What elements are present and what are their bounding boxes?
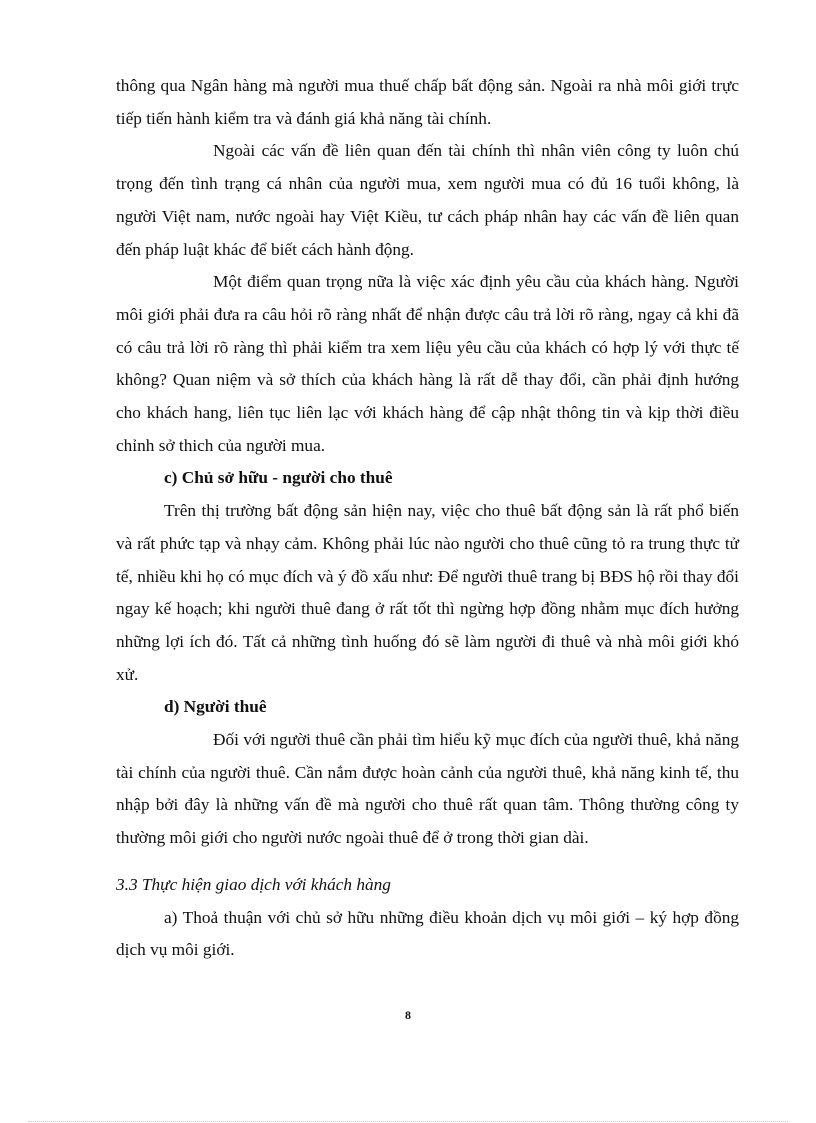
heading-tenant: d) Người thuê <box>164 697 267 717</box>
page-bottom-divider <box>28 1121 788 1122</box>
section-title-transaction: 3.3 Thực hiện giao dịch với khách hàng <box>116 874 391 894</box>
paragraph-financing: thông qua Ngân hàng mà người mua thuế chấp bất động sản. Ngoài ra nhà môi giới trực tiếp tiến hành kiểm tra và đánh giá khả năng tài chính. <box>116 76 739 128</box>
paragraph-leasing-market: Trên thị trường bất động sản hiện nay, việc cho thuê bất động sản là rất phổ biến và rất phức tạp và nhạy cảm. Không phải lúc nào người cho thuê cũng tỏ ra trung thực tử tế, nhiều khi họ có mục đích và ý đồ xấu như: Để người thuê trang bị BĐS hộ rồi thay đổi ngay kế hoạch; khi người thuê đang ở rất tốt thì ngừng hợp đồng nhằm mục đích hưởng những lợi ích đó. Tất cả những tình huống đó sẽ làm người đi thuê và nhà môi giới khó xử. <box>116 501 739 684</box>
document-page <box>116 70 739 967</box>
paragraph-personal-status: Ngoài các vấn đề liên quan đến tài chính thì nhân viên công ty luôn chú trọng đến tình trạng cá nhân của người mua, xem người mua có đủ 16 tuổi không, là người Việt nam, nước ngoài hay Việt Kiều, tư cách pháp nhân hay các vấn đề liên quan đến pháp luật khác để biết cách hành động. <box>116 141 739 259</box>
paragraph-agreement: a) Thoả thuận với chủ sở hữu những điều khoản dịch vụ môi giới – ký hợp đồng dịch vụ môi giới. <box>116 907 739 960</box>
heading-owner-lessor: c) Chủ sở hữu - người cho thuê <box>164 468 393 488</box>
paragraph-customer-requirements: Một điểm quan trọng nữa là việc xác định yêu cầu của khách hàng. Người môi giới phải đưa ra câu hỏi rõ ràng nhất để nhận được câu trả lời rõ ràng, ngay cả khi đã có câu trả lời rõ ràng thì phải kiểm tra xem liệu yêu cầu của khách có hợp lý với thực tế không? Quan niệm và sở thích của khách hàng là rất dễ thay đổi, cần phải định hướng cho khách hang, liên tục liên lạc với khách hàng để cập nhật thông tin và kịp thời điều chỉnh sở thich của người mua. <box>116 272 739 455</box>
page-number: 8 <box>405 1008 411 1022</box>
paragraph-tenant: Đối với người thuê cần phải tìm hiểu kỹ mục đích của người thuê, khả năng tài chính của người thuê. Cần nắm được hoàn cảnh của người thuê, khả năng kinh tế, thu nhập bởi đây là những vấn đề mà người cho thuê rất quan tâm. Thông thường công ty thường môi giới cho người nước ngoài thuê để ở trong thời gian dài. <box>116 730 739 848</box>
